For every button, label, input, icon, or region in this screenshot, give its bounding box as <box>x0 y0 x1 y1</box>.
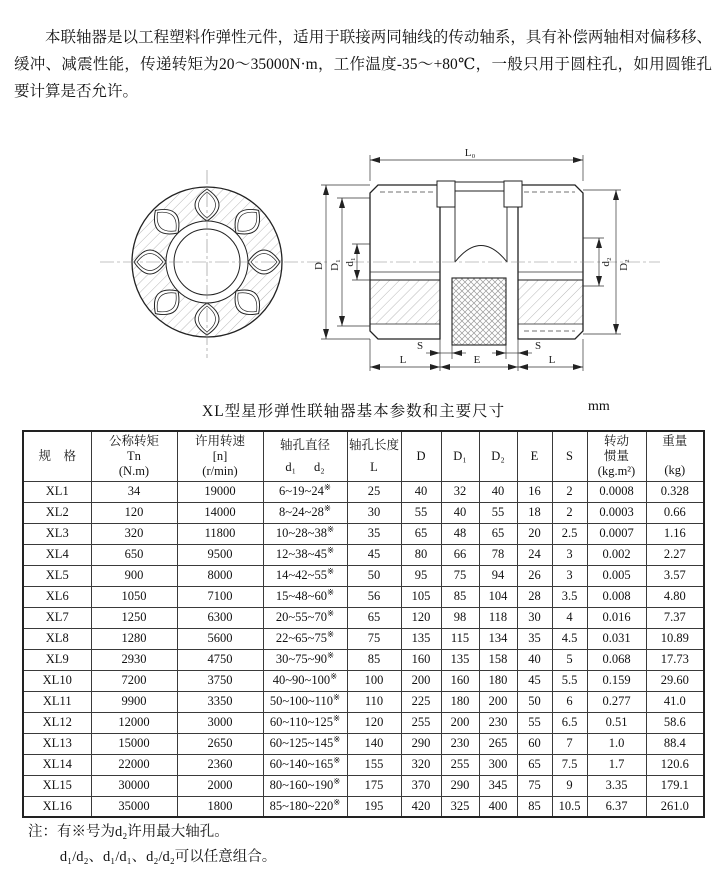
cell-l: 120 <box>347 712 401 733</box>
cell-inertia: 0.0003 <box>587 502 646 523</box>
col-header-D1: D₁ <box>441 431 479 481</box>
cell-S: 5.5 <box>552 670 587 691</box>
cell-D2: 40 <box>479 481 517 502</box>
cell-D2: 134 <box>479 628 517 649</box>
cell-weight: 0.328 <box>646 481 704 502</box>
cell-D: 320 <box>401 754 441 775</box>
cell-inertia: 0.005 <box>587 565 646 586</box>
max-bore-mark: ※ <box>326 586 335 597</box>
cell-inertia: 0.002 <box>587 544 646 565</box>
cell-l: 25 <box>347 481 401 502</box>
col-header-bore-dia: 轴孔直径 d₁ d₂ <box>263 431 347 481</box>
cell-D1: 230 <box>441 733 479 754</box>
cell-D1: 135 <box>441 649 479 670</box>
cell-E: 28 <box>517 586 552 607</box>
cell-inertia: 0.068 <box>587 649 646 670</box>
cell-inertia: 0.51 <box>587 712 646 733</box>
cell-S: 5 <box>552 649 587 670</box>
cell-E: 60 <box>517 733 552 754</box>
cell-D2: 180 <box>479 670 517 691</box>
cell-D2: 55 <box>479 502 517 523</box>
cell-n: 11800 <box>177 523 263 544</box>
cell-n: 9500 <box>177 544 263 565</box>
col-header-D: D <box>401 431 441 481</box>
cell-D2: 230 <box>479 712 517 733</box>
footnote-label: 注： <box>28 824 57 840</box>
table-row <box>23 733 704 754</box>
col-header-inertia: 转动 惯量 (kg.m²) <box>587 431 646 481</box>
cell-D: 255 <box>401 712 441 733</box>
cell-D: 40 <box>401 481 441 502</box>
footnote-line-2: d₁/d₂、d₁/d₁、d₂/d₂可以任意组合。 <box>59 849 277 865</box>
cell-E: 50 <box>517 691 552 712</box>
cell-D1: 200 <box>441 712 479 733</box>
cell-D: 55 <box>401 502 441 523</box>
cell-inertia: 3.35 <box>587 775 646 796</box>
cell-tn: 120 <box>91 502 177 523</box>
cell-S: 4.5 <box>552 628 587 649</box>
cell-weight: 29.60 <box>646 670 704 691</box>
cell-l: 50 <box>347 565 401 586</box>
cell-n: 2360 <box>177 754 263 775</box>
cell-weight: 88.4 <box>646 733 704 754</box>
cell-spec: XL5 <box>23 565 91 586</box>
cell-weight: 3.57 <box>646 565 704 586</box>
max-bore-mark: ※ <box>332 712 341 723</box>
cell-tn: 1280 <box>91 628 177 649</box>
max-bore-mark: ※ <box>326 565 335 576</box>
cell-inertia: 1.0 <box>587 733 646 754</box>
cell-weight: 10.89 <box>646 628 704 649</box>
cell-spec: XL1 <box>23 481 91 502</box>
dim-label-D2: D₂ <box>618 259 630 271</box>
max-bore-mark: ※ <box>333 775 341 786</box>
col-header-D2: D₂ <box>479 431 517 481</box>
max-bore-mark: ※ <box>333 796 341 807</box>
cell-D2: 158 <box>479 649 517 670</box>
cell-tn: 650 <box>91 544 177 565</box>
cell-tn: 1250 <box>91 607 177 628</box>
cell-S: 6 <box>552 691 587 712</box>
dim-label-S-right: S <box>534 340 542 352</box>
cell-D2: 78 <box>479 544 517 565</box>
cell-bore: 60~110~125※ <box>263 712 347 733</box>
cell-tn: 9900 <box>91 691 177 712</box>
cell-D2: 300 <box>479 754 517 775</box>
cell-l: 110 <box>347 691 401 712</box>
cell-D1: 66 <box>441 544 479 565</box>
cell-D: 225 <box>401 691 441 712</box>
cell-D: 290 <box>401 733 441 754</box>
cell-weight: 179.1 <box>646 775 704 796</box>
cell-S: 7 <box>552 733 587 754</box>
cell-inertia: 0.0008 <box>587 481 646 502</box>
cell-spec: XL9 <box>23 649 91 670</box>
cell-D1: 48 <box>441 523 479 544</box>
cell-bore: 10~28~38※ <box>263 523 347 544</box>
cell-S: 10.5 <box>552 796 587 817</box>
table-row <box>23 628 704 649</box>
cell-tn: 12000 <box>91 712 177 733</box>
cell-l: 45 <box>347 544 401 565</box>
col-header-E: E <box>517 431 552 481</box>
col-header-spec: 规 格 <box>23 431 91 481</box>
cell-D: 160 <box>401 649 441 670</box>
cell-S: 2.5 <box>552 523 587 544</box>
cell-S: 2 <box>552 502 587 523</box>
max-bore-mark: ※ <box>330 670 338 681</box>
cell-bore: 50~100~110※ <box>263 691 347 712</box>
dim-label-d1: d₁ <box>344 257 356 267</box>
table-row <box>23 502 704 523</box>
cell-tn: 1050 <box>91 586 177 607</box>
footnote-line-1: 注：有※号为d₂许用最大轴孔。 <box>28 824 229 840</box>
table-row <box>23 544 704 565</box>
cell-S: 6.5 <box>552 712 587 733</box>
cell-E: 24 <box>517 544 552 565</box>
table-row <box>23 565 704 586</box>
cell-spec: XL8 <box>23 628 91 649</box>
cell-n: 7100 <box>177 586 263 607</box>
table-row <box>23 670 704 691</box>
col-header-weight: 重量 (kg) <box>646 431 704 481</box>
cell-inertia: 1.7 <box>587 754 646 775</box>
cell-E: 85 <box>517 796 552 817</box>
cell-weight: 17.73 <box>646 649 704 670</box>
cell-bore: 6~19~24※ <box>263 481 347 502</box>
table-row <box>23 775 704 796</box>
cell-tn: 30000 <box>91 775 177 796</box>
cell-bore: 80~160~190※ <box>263 775 347 796</box>
cell-D2: 265 <box>479 733 517 754</box>
cell-spec: XL7 <box>23 607 91 628</box>
cell-D2: 400 <box>479 796 517 817</box>
cell-D1: 75 <box>441 565 479 586</box>
cell-weight: 4.80 <box>646 586 704 607</box>
cell-E: 30 <box>517 607 552 628</box>
dim-label-L0: L₀ <box>464 147 476 159</box>
cell-bore: 60~140~165※ <box>263 754 347 775</box>
cell-S: 3 <box>552 544 587 565</box>
cell-l: 85 <box>347 649 401 670</box>
cell-spec: XL3 <box>23 523 91 544</box>
cell-n: 3000 <box>177 712 263 733</box>
cell-l: 35 <box>347 523 401 544</box>
cell-D: 120 <box>401 607 441 628</box>
cell-D1: 32 <box>441 481 479 502</box>
cell-bore: 14~42~55※ <box>263 565 347 586</box>
cell-D: 80 <box>401 544 441 565</box>
cell-weight: 120.6 <box>646 754 704 775</box>
cell-bore: 30~75~90※ <box>263 649 347 670</box>
cell-D: 65 <box>401 523 441 544</box>
cell-E: 65 <box>517 754 552 775</box>
cell-tn: 34 <box>91 481 177 502</box>
cell-spec: XL15 <box>23 775 91 796</box>
cell-bore: 85~180~220※ <box>263 796 347 817</box>
table-row <box>23 607 704 628</box>
cell-weight: 2.27 <box>646 544 704 565</box>
cell-tn: 22000 <box>91 754 177 775</box>
cell-weight: 1.16 <box>646 523 704 544</box>
col-header-S: S <box>552 431 587 481</box>
dim-label-E: E <box>473 354 481 366</box>
cell-inertia: 6.37 <box>587 796 646 817</box>
table-body <box>23 481 704 817</box>
cell-n: 14000 <box>177 502 263 523</box>
cell-S: 3 <box>552 565 587 586</box>
max-bore-mark: ※ <box>323 502 331 513</box>
cell-E: 40 <box>517 649 552 670</box>
max-bore-mark: ※ <box>326 628 335 639</box>
max-bore-mark: ※ <box>326 544 335 555</box>
cell-weight: 7.37 <box>646 607 704 628</box>
cell-D2: 200 <box>479 691 517 712</box>
cell-tn: 35000 <box>91 796 177 817</box>
table-row <box>23 754 704 775</box>
cell-n: 5600 <box>177 628 263 649</box>
col-header-bore-len: 轴孔长度 L <box>347 431 401 481</box>
dim-label-S-left: S <box>416 340 424 352</box>
cell-l: 140 <box>347 733 401 754</box>
cell-S: 9 <box>552 775 587 796</box>
cell-l: 195 <box>347 796 401 817</box>
cell-S: 4 <box>552 607 587 628</box>
table-row <box>23 523 704 544</box>
table-row <box>23 586 704 607</box>
max-bore-mark: ※ <box>332 691 341 702</box>
elastic-element-section <box>452 278 506 345</box>
table-header-row <box>23 431 704 481</box>
dim-label-L-right: L <box>548 354 556 366</box>
spec-table <box>22 430 705 818</box>
cell-spec: XL12 <box>23 712 91 733</box>
cell-D2: 94 <box>479 565 517 586</box>
cell-spec: XL16 <box>23 796 91 817</box>
cell-D1: 325 <box>441 796 479 817</box>
footnotes <box>28 820 276 870</box>
cell-S: 3.5 <box>552 586 587 607</box>
cell-tn: 7200 <box>91 670 177 691</box>
cell-D: 95 <box>401 565 441 586</box>
cell-E: 18 <box>517 502 552 523</box>
cell-inertia: 0.159 <box>587 670 646 691</box>
table-row <box>23 691 704 712</box>
cell-E: 45 <box>517 670 552 691</box>
cell-weight: 0.66 <box>646 502 704 523</box>
dim-label-L-left: L <box>399 354 407 366</box>
cell-D: 370 <box>401 775 441 796</box>
cell-inertia: 0.277 <box>587 691 646 712</box>
cell-E: 75 <box>517 775 552 796</box>
cell-D2: 65 <box>479 523 517 544</box>
cell-E: 55 <box>517 712 552 733</box>
cell-spec: XL6 <box>23 586 91 607</box>
cell-D2: 118 <box>479 607 517 628</box>
table-title-row <box>0 399 725 421</box>
cell-D1: 85 <box>441 586 479 607</box>
cell-l: 175 <box>347 775 401 796</box>
cell-D1: 180 <box>441 691 479 712</box>
cell-bore: 20~55~70※ <box>263 607 347 628</box>
cell-bore: 40~90~100※ <box>263 670 347 691</box>
max-bore-mark: ※ <box>326 607 335 618</box>
cell-D1: 98 <box>441 607 479 628</box>
cell-l: 65 <box>347 607 401 628</box>
cell-n: 3350 <box>177 691 263 712</box>
cell-spec: XL10 <box>23 670 91 691</box>
section-view <box>313 147 660 371</box>
cell-l: 155 <box>347 754 401 775</box>
cell-D1: 290 <box>441 775 479 796</box>
cell-inertia: 0.008 <box>587 586 646 607</box>
col-header-speed: 许用转速 [n] (r/min) <box>177 431 263 481</box>
cell-weight: 58.6 <box>646 712 704 733</box>
cell-bore: 60~125~145※ <box>263 733 347 754</box>
cell-n: 8000 <box>177 565 263 586</box>
cell-tn: 2930 <box>91 649 177 670</box>
cell-l: 100 <box>347 670 401 691</box>
max-bore-mark: ※ <box>333 754 341 765</box>
cell-n: 3750 <box>177 670 263 691</box>
cell-inertia: 0.016 <box>587 607 646 628</box>
cell-E: 16 <box>517 481 552 502</box>
max-bore-mark: ※ <box>333 733 341 744</box>
table-row <box>23 712 704 733</box>
cell-S: 7.5 <box>552 754 587 775</box>
cell-D2: 345 <box>479 775 517 796</box>
max-bore-mark: ※ <box>326 523 335 534</box>
cell-l: 56 <box>347 586 401 607</box>
cell-bore: 15~48~60※ <box>263 586 347 607</box>
cell-D: 200 <box>401 670 441 691</box>
cell-spec: XL4 <box>23 544 91 565</box>
table-row <box>23 796 704 817</box>
cell-bore: 12~38~45※ <box>263 544 347 565</box>
cell-D1: 255 <box>441 754 479 775</box>
cell-n: 2650 <box>177 733 263 754</box>
cell-E: 20 <box>517 523 552 544</box>
cell-n: 1800 <box>177 796 263 817</box>
cell-E: 26 <box>517 565 552 586</box>
dim-label-D1: D₁ <box>329 259 341 271</box>
table-title: XL型星形弹性联轴器基本参数和主要尺寸 <box>202 403 506 420</box>
cell-n: 6300 <box>177 607 263 628</box>
cell-tn: 900 <box>91 565 177 586</box>
unit-label: mm <box>588 399 610 414</box>
cell-D1: 160 <box>441 670 479 691</box>
cell-tn: 15000 <box>91 733 177 754</box>
table-row <box>23 481 704 502</box>
cell-inertia: 0.0007 <box>587 523 646 544</box>
max-bore-mark: ※ <box>323 481 331 492</box>
cell-n: 19000 <box>177 481 263 502</box>
cell-D: 135 <box>401 628 441 649</box>
cell-D: 105 <box>401 586 441 607</box>
cell-S: 2 <box>552 481 587 502</box>
col-header-torque: 公称转矩 Tn (N.m) <box>91 431 177 481</box>
cell-spec: XL13 <box>23 733 91 754</box>
cell-l: 30 <box>347 502 401 523</box>
cell-spec: XL14 <box>23 754 91 775</box>
table-row <box>23 649 704 670</box>
cell-E: 35 <box>517 628 552 649</box>
cell-tn: 320 <box>91 523 177 544</box>
cell-weight: 41.0 <box>646 691 704 712</box>
cell-weight: 261.0 <box>646 796 704 817</box>
dim-label-d2: d₂ <box>600 257 612 267</box>
cell-bore: 22~65~75※ <box>263 628 347 649</box>
cell-D: 420 <box>401 796 441 817</box>
cell-n: 4750 <box>177 649 263 670</box>
cell-n: 2000 <box>177 775 263 796</box>
cell-l: 75 <box>347 628 401 649</box>
cell-D1: 115 <box>441 628 479 649</box>
cell-spec: XL11 <box>23 691 91 712</box>
front-view <box>100 170 330 358</box>
max-bore-mark: ※ <box>326 649 335 660</box>
cell-bore: 8~24~28※ <box>263 502 347 523</box>
dim-label-D: D <box>313 262 325 270</box>
cell-inertia: 0.031 <box>587 628 646 649</box>
cell-spec: XL2 <box>23 502 91 523</box>
cell-D2: 104 <box>479 586 517 607</box>
technical-drawing <box>0 135 725 395</box>
cell-D1: 40 <box>441 502 479 523</box>
intro-paragraph: 本联轴器是以工程塑料作弹性元件，适用于联接两同轴线的传动轴系，具有补偿两轴相对偏移移、缓冲、减震性能，传递转矩为20～35000N·m，工作温度-35～+80℃，一般只用于圆柱孔，如用圆锥孔要计算是否允许。 <box>14 28 712 100</box>
